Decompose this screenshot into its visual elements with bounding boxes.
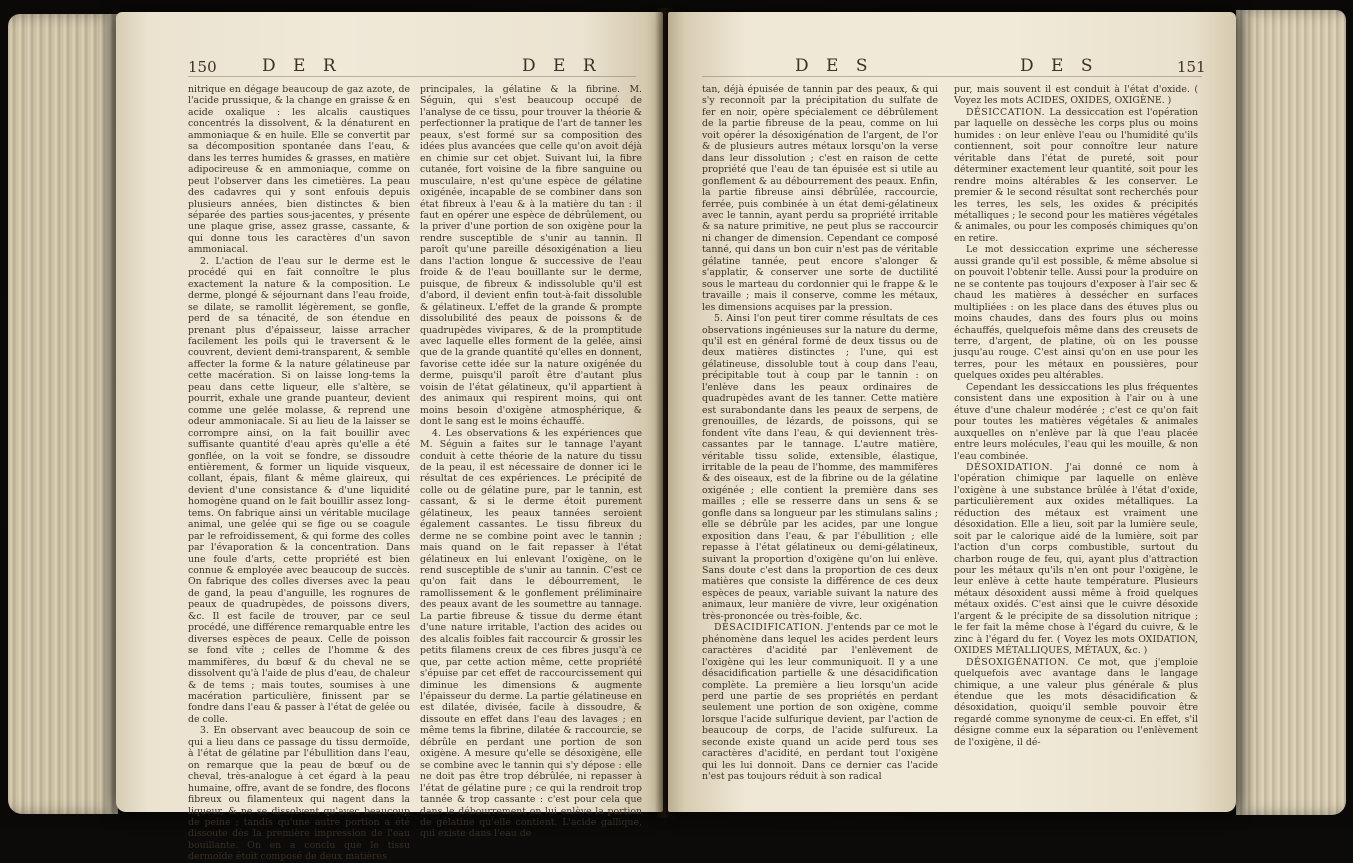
paragraph: 3. En observant avec beaucoup de soin ce qui a lieu dans ce passage du tissu dermoïde, à l'état de gélatine par l'ébullition dans l'eau, on remarque que la peau de bœuf ou de cheval, très-analogue à cet égard à la peau humaine, offre, avant de se fondre, des flocons fibreux ou filamenteux qui nagent dans la liqueur, & ne se dissolvent qu'avec beaucoup de peine ; tandis qu'une autre portion a été dissoute dès la première impression de l'eau bouillante. On en a conclu que le tissu dermoïde étoit composé de deux matières (188, 725, 410, 863)
right-page-stack-edges (1236, 10, 1346, 815)
paragraph: 2. L'action de l'eau sur le derme est le procédé qui en fait connoître le plus exactement la nature & la composition. Le derme, plongé & séjournant dans l'eau froide, se dilate, se ramollit légèrement, se gonfle, perd de sa ténacité, de son étendue en prenant plus d'épaisseur, laisse arracher facilement les poils qui le traversent & le couvrent, devient demi-transparent, & semble affecter la forme & la nature gélatineuse par cette macération. Si on laisse long-tems la peau dans cette liqueur, elle s'altère, se pourrit, exhale une grande puanteur, devient comme une gelée molasse, & reprend une odeur ammoniacale. Si au lieu de la laisser se corrompre ainsi, on la fait bouillir avec suffisante quantité d'eau après qu'elle a été gonflée, on la voit se fondre, se dissoudre entièrement, & former un liquide visqueux, collant, épais, filant & même glaireux, qui devient d'une consistance & d'une liquidité homogène quand on le fait bouillir assez long-tems. On fabrique ainsi un véritable mucilage animal, une gelée qui se fige ou se coagule par le refroidissement, & qui forme des colles par l'évaporation & la concentration. Dans une foule d'arts, cette propriété est bien connue & employée avec beaucoup de succès. On fabrique des colles diverses avec la peau de gand, la peau d'anguille, les rognures de peaux de quadrupèdes, de poissons divers, &c. Il est facile de trouver, par ce seul procédé, une différence remarquable entre les diverses espèces de peaux. Celle de poisson se fond vîte ; celles de l'homme & des mammifères, du bœuf & du cheval ne se dissolvent qu'à l'aide de plus d'eau, de chaleur & de tems ; mais toutes, soumises à une macération particulière, finissent par se fondre dans l'eau & passer à l'état de gelée ou de colle. (188, 255, 410, 725)
entry-paragraph (702, 622, 938, 782)
entry-text: Cependant les dessiccations les plus fréquentes consistent dans une exposition à l'air ou à une étuve d'une chaleur modérée ; c'est ce qu'on fait pour toutes les matières végétales & animales auxquelles on n'enlève par là que l'eau placée entre leurs molécules, l'eau qui les mouille, & non l'eau combinée. (954, 381, 1198, 462)
entry-heading: DÉSICCATION. (966, 106, 1046, 118)
entry-paragraph (954, 657, 1198, 749)
entry-paragraph (954, 462, 1198, 657)
right-header-rule (702, 76, 1202, 77)
right-page-number: 151 (1177, 58, 1206, 76)
paragraph: principales, la gélatine & la fibrine. M. Séguin, qui s'est beaucoup occupé de l'analyse de ce tissu, pour trouver la théorie & perfectionner la pratique de l'art de tanner les peaux, s'est formé sur sa composition des idées plus avancées que celle qu'on avoit déjà en chimie sur cet objet. Suivant lui, la fibre cutanée, fort voisine de la fibre sanguine ou musculaire, n'est qu'une espèce de gélatine oxigénée, incapable de se combiner dans son état fibreux à l'eau & à la matière du tan : il faut en opérer une espèce de débrûlement, ou la priver d'une portion de son oxigène pour la rendre susceptible de s'unir au tannin. Il paroît qu'une pareille désoxigénation a lieu dans l'action longue & successive de l'eau froide & de l'eau bouillante sur le derme, puisque, de fibreux & indissoluble qu'il est d'abord, il devient enfin tout-à-fait dissoluble & gélatineux. L'effet de la grande & prompte dissolubilité des peaux de poissons & de quadrupèdes vivipares, & de la promptitude avec laquelle elles forment de la gelée, ainsi que de la grande quantité qu'elles en donnent, favorise cette idée sur la nature oxigénée du derme, puisqu'il paroît être d'autant plus voisin de l'état gélatineux, qu'il appartient à des animaux qui respirent moins, qui ont moins besoin d'oxigène atmosphérique, & dont le sang est le moins échauffé. (420, 84, 642, 428)
left-running-head-2: D E R (522, 56, 602, 76)
entry-paragraph (954, 107, 1198, 244)
left-running-head: D E R (262, 56, 342, 76)
entry-heading: DÉSACIDIFICATION. (714, 622, 824, 634)
right-page (668, 12, 1236, 812)
entry-text: Le mot dessiccation exprime une sécheresse aussi grande qu'il est possible, & même absolue si on pouvoit l'obtenir telle. Aussi pour la produire on ne se contente pas toujours d'exposer à l'air sec & chaud les matières à dessécher en surfaces multipliées : on les place dans des étuves plus ou moins chaudes, dans des fours plus ou moins échauffés, quelquefois même dans des creusets de terre, d'argent, de platine, où on les pousse jusqu'au rouge. C'est ainsi qu'on en use pour les terres, pour les métaux en poussières, pour quelques oxides peu altérables. (954, 244, 1198, 382)
left-page (116, 12, 663, 863)
entry-text: pur, mais souvent il est conduit à l'état d'oxide. ( Voyez les mots ACIDES, OXIDES, OXIGÈNE. ) (954, 84, 1198, 107)
paragraph: nitrique en dégage beaucoup de gaz azote, de l'acide prussique, & la change en graisse & en acide oxalique : les alcalis caustiques concentrés la dissolvent, & la dénaturent en ammoniaque & en huile. Elle se convertit par sa décomposition spontanée dans l'eau, & dans les terres humides & grasses, en matière adipocireuse & en ammoniaque, comme on peut l'observer dans les cimetières. La peau des cadavres qui y sont enfouis depuis plusieurs années, bien distinctes & bien séparée des parties sous-jacentes, y présente une plaque grise, assez grasse, cassante, & qui donne tous les caractères d'un savon ammoniacal. (188, 84, 410, 256)
right-column-2 (954, 84, 1198, 796)
paragraph: tan, déjà épuisée de tannin par des peaux, & qui s'y reconnoît par la précipitation du sulfate de fer en noir, opère spécialement ce débrûlement de la partie fibreuse de la peau, comme on lui voit opérer la désoxigénation de l'argent, de l'or & de plusieurs autres métaux lorsqu'on la verse dans leur dissolution ; c'est en raison de cette propriété que l'eau de tan épuisée est si utile au gonflement & au débourrement des peaux. Enfin, la partie fibreuse ainsi débrûlée, raccourcie, ferrée, puis combinée à un état demi-gélatineux avec le tannin, ayant perdu sa propriété irritable & sa nature primitive, ne peut plus se raccourcir ni changer de dimension. Cependant ce composé tanné, qui dans un bon cuir n'est pas de véritable gélatine tannée, peut encore s'alonger & s'applatir, & conserver une sorte de ductilité sous le marteau du cordonnier qui le frappe & le travaille ; mais il conserve, comme les métaux, les dimensions acquises par la pression. (702, 84, 938, 313)
entry-heading: DÉSOXIGÉNATION. (966, 656, 1069, 668)
entry-text: Ce mot, que j'emploie quelquefois avec avantage dans le langage chimique, a une valeur plus générale & plus étendue que les mots désacidification & désoxidation, quoiqu'il semble pouvoir être regardé comme synonyme de ceux-ci. En effet, s'il désigne comme eux la séparation ou l'enlèvement de l'oxigène, il dé- (954, 656, 1198, 748)
right-column-1 (702, 84, 938, 796)
entry-text: J'ai donné ce nom à l'opération chimique par laquelle on enlève l'oxigène à une substance brûlée à l'état d'oxide, particulièrement aux oxides métalliques. La réduction des métaux est vraiment une désoxidation. Elle a lieu, soit par la lumière seule, soit par le calorique aidé de la lumière, soit par l'action d'un corps combustible, surtout du charbon rouge de feu, qui, ayant plus d'attraction pour les métaux qu'ils n'en ont pour l'oxigène, le leur enlève à cette haute température. Plusieurs métaux désoxident aussi même à froid quelques métaux oxidés. C'est ainsi que le cuivre désoxide l'argent & le précipite de sa dissolution nitrique ; le fer fait la même chose à l'égard du cuivre, & le zinc à l'égard du fer. ( Voyez les mots OXIDATION, OXIDES MÉTALLIQUES, MÉTAUX, &c. ) (954, 461, 1198, 657)
entry-heading: DÉSOXIDATION. (966, 461, 1053, 473)
paragraph: 5. Ainsi l'on peut tirer comme résultats de ces observations ingénieuses sur la nature du derme, qu'il est en général formé de deux tissus ou de deux matières distinctes ; l'une, qui est gélatineuse, dissoluble tout à coup dans l'eau, précipitable tout à coup par le tannin : on l'enlève dans les peaux ordinaires de quadrupèdes avant de les tanner. Cette matière est surabondante dans les peaux de serpens, de grenouilles, de lézards, de poissons, qui se fondent vîte dans l'eau, & qui deviennent très-cassantes par le tannage. L'autre matière, véritable tissu solide, extensible, élastique, irritable de la peau de l'homme, des mammifères & des oiseaux, est de la fibrine ou de la gélatine oxigénée ; elle contient la première dans ses mailles ; elle se resserre dans un sens & se gonfle dans sa longueur par les stimulans salins ; elle se débrûle par les acides, par une longue exposition dans l'eau, & par l'ébullition ; elle repasse à l'état gélatineux ou demi-gélatineux, suivant la proportion d'oxigène qu'on lui enlève. Sans doute c'est dans la proportion de ces deux matières que consiste la différence de ces deux espèces de peaux, variable suivant la nature des animaux, leur manière de vivre, leur oxigénation très-prononcée ou très-foible, &c. (702, 313, 938, 622)
entry-paragraph (954, 382, 1198, 462)
right-running-head: D E S (795, 56, 874, 76)
entry-text: La dessiccation est l'opération par laquelle on dessèche les corps plus ou moins humides : on leur enlève l'eau ou l'humidité qu'ils contiennent, soit pour connoître leur nature véritable dans l'état de pureté, soit pour déterminer exactement leur quantité, soit pour les rendre moins altérables & les conserver. Le premier & le second résultat sont recherchés pour les terres, les sels, les oxides & précipités métalliques ; le second pour les matières végétales & animales, ou pour les composés chimiques qu'on en retire. (954, 106, 1198, 244)
entry-text: J'entends par ce mot le phénomène dans lequel les acides perdent leurs caractères d'acidité par l'enlèvement de l'oxigène qui les leur communiquoit. Il y a une désacidification partielle & une désacidification complète. La première a lieu lorsqu'un acide perd une partie de ses propriétés en perdant seulement une portion de son oxigène, comme lorsque l'acide sulfurique devient, par l'action de beaucoup de corps, de l'acide sulfureux. La seconde existe quand un acide perd tous ses caractères d'acidité, en perdant tout l'oxigène qui les lui donnoit. Dans ce dernier cas l'acide n'est pas toujours réduit à son radical (702, 622, 938, 783)
left-header-rule (188, 76, 636, 77)
left-page-number: 150 (188, 58, 217, 76)
left-page-stack-edges (8, 14, 118, 814)
left-column-2 (420, 84, 642, 840)
left-column-1 (188, 84, 410, 863)
paragraph: 4. Les observations & les expériences que M. Séguin a faites sur le tannage l'ayant conduit à cette théorie de la nature du tissu de la peau, il est nécessaire de donner ici le résultat de ces expériences. Le précipité de colle ou de gélatine pure, par le tannin, est cassant, & si le derme étoit purement gélatineux, les peaux tannées seroient également cassantes. Le tissu fibreux du derme ne se combine point avec le tannin ; mais quand on le fait repasser à l'état gélatineux en lui enlevant l'oxigène, on le rend susceptible de s'unir au tannin. C'est ce qu'on fait dans le débourrement, le ramollissement & le gonflement préliminaire des peaux avant de les soumettre au tannage. La partie fibreuse & tissue du derme étant d'une nature irritable, l'action des acides ou des alcalis foibles fait raccourcir & grossir les petits filamens creux de ces fibres jusqu'à ce que, par cette action même, cette propriété s'épuise par cet effet de raccourcissement qui diminue les dimensions & augmente l'épaisseur du derme. La partie gélatineuse en est dilatée, divisée, facile à dissoudre, & dissoute en effet dans l'eau des lavages ; en même tems la fibrine, dilatée & raccourcie, se débrûle en perdant une portion de son oxigène. A mesure qu'elle se désoxigène, elle se combine avec le tannin qui s'y dépose : elle ne doit pas être trop débrûlée, ni repasser à l'état de gélatine pure ; ce qui la rendroit trop tannée & trop cassante : c'est pour cela que dans le débourrement on lui enlève la portion de gélatine qu'elle contient. L'acide gallique, qui existe dans l'eau de (420, 427, 642, 840)
entry-paragraph (954, 244, 1198, 381)
entry-paragraph (954, 84, 1198, 107)
right-running-head-2: D E S (1020, 56, 1099, 76)
